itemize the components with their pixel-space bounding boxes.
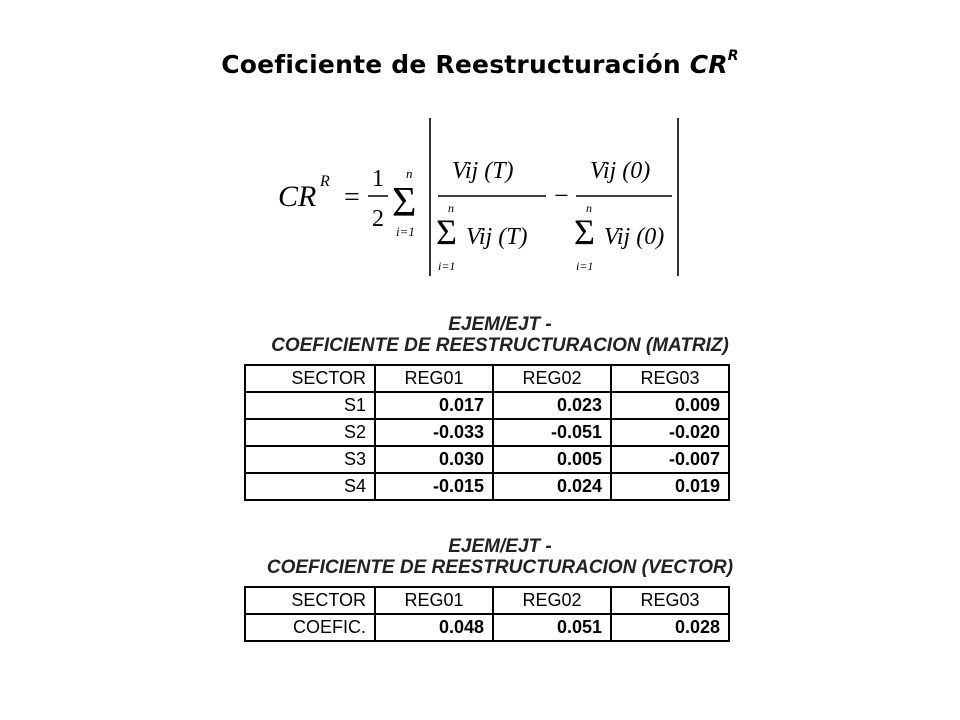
formula-term2-sum-lower: i=1: [576, 259, 594, 273]
table-header-row: [245, 587, 729, 614]
cell-sector: S2: [245, 419, 375, 446]
formula-term2-sum-upper: n: [586, 201, 592, 215]
title-cr: CR: [689, 50, 728, 79]
matrix-table: [244, 364, 730, 501]
title-cr-superscript: R: [727, 47, 739, 64]
title-text: Coeficiente de Reestructuración: [221, 50, 690, 79]
formula-term1-sigma: Σ: [436, 212, 457, 252]
matrix-title-line2: COEFICIENTE DE REESTRUCTURACION (MATRIZ): [271, 335, 729, 356]
matrix-title-line1: EJEM/EJT -: [448, 314, 552, 335]
cell-reg03: 0.019: [611, 473, 729, 500]
table-row: [245, 392, 729, 419]
formula-half-den: 2: [372, 206, 384, 232]
formula-half-num: 1: [372, 166, 384, 192]
cell-reg02: 0.051: [493, 614, 611, 641]
table-row: [245, 446, 729, 473]
cell-reg03: -0.020: [611, 419, 729, 446]
formula-lhs: CR: [278, 180, 317, 213]
formula: [270, 112, 690, 282]
matrix-table-title: [0, 314, 960, 356]
table-header-row: [245, 365, 729, 392]
header-reg02: REG02: [493, 587, 611, 614]
formula-minus: −: [554, 181, 569, 210]
cell-reg01: 0.030: [375, 446, 493, 473]
cell-sector: S1: [245, 392, 375, 419]
formula-sum-lower: i=1: [396, 224, 415, 239]
formula-term2-num: Vij (0): [590, 158, 651, 184]
vector-table: [244, 586, 730, 642]
formula-term1-num: Vij (T): [452, 158, 514, 184]
formula-term1-sum-lower: i=1: [438, 259, 456, 273]
cell-reg01: -0.033: [375, 419, 493, 446]
cell-reg01: 0.017: [375, 392, 493, 419]
cell-sector: S3: [245, 446, 375, 473]
cell-sector: S4: [245, 473, 375, 500]
header-reg03: REG03: [611, 365, 729, 392]
table-row: [245, 419, 729, 446]
formula-term2-den: Vij (0): [604, 224, 665, 250]
formula-term1-den: Vij (T): [466, 224, 528, 250]
table-row: [245, 473, 729, 500]
header-reg02: REG02: [493, 365, 611, 392]
vector-title-line2: COEFICIENTE DE REESTRUCTURACION (VECTOR): [266, 557, 734, 578]
vector-table-title: [0, 536, 960, 578]
header-reg01: REG01: [375, 587, 493, 614]
cell-reg02: 0.024: [493, 473, 611, 500]
formula-sum-sigma: Σ: [392, 180, 417, 226]
cell-reg02: 0.023: [493, 392, 611, 419]
header-reg01: REG01: [375, 365, 493, 392]
cell-reg03: 0.028: [611, 614, 729, 641]
cell-reg03: 0.009: [611, 392, 729, 419]
cell-sector: COEFIC.: [245, 614, 375, 641]
header-reg03: REG03: [611, 587, 729, 614]
cell-reg02: 0.005: [493, 446, 611, 473]
vector-title-line1: EJEM/EJT -: [448, 536, 552, 557]
formula-term2-sigma: Σ: [574, 212, 595, 252]
cell-reg01: 0.048: [375, 614, 493, 641]
header-sector: SECTOR: [245, 365, 375, 392]
formula-svg: [270, 112, 690, 282]
cell-reg02: -0.051: [493, 419, 611, 446]
formula-sum-upper: n: [406, 166, 413, 181]
header-sector: SECTOR: [245, 587, 375, 614]
slide-title: [0, 47, 960, 79]
table-row: [245, 614, 729, 641]
formula-term1-sum-upper: n: [448, 201, 454, 215]
cell-reg03: -0.007: [611, 446, 729, 473]
cell-reg01: -0.015: [375, 473, 493, 500]
formula-equals: =: [344, 182, 360, 213]
formula-lhs-sup: R: [320, 173, 330, 190]
